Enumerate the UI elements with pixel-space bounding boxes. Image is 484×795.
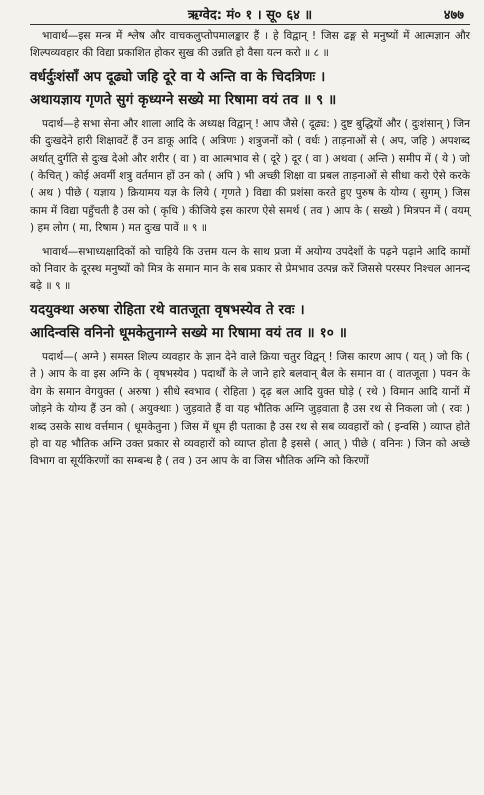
mantra-9	[30, 66, 470, 112]
page-header	[30, 2, 470, 25]
page-number: ४७७	[443, 8, 464, 23]
running-title: ऋग्वेद: मं० १ । सू० ६४ ॥	[187, 8, 313, 23]
padartha-9: पदार्थ—हे सभा सेना और शाला आदि के अध्यक्ष विद्वान् ! आप जैसे ( दूढ्य: ) दुष्ट बुद्धियों और ( दुःशंसान् ) जिन की दुःखदेने हारी शिक्षावटें हैं उन डाकू आदि ( अत्रिणः ) शत्रुजनों को ( वर्धः ) ताड़नाओं से ( अप, जहि ) अपशब्द अर्थात् दुर्गति से दुःख देओ और शरीर ( वा ) वा आत्मभाव से ( दूरे ) दूर ( वा ) अथवा ( अन्ति ) समीप में ( ये ) जो ( केचित् ) कोई अवर्मी शत्रु वर्तमान हों उन को ( अपि ) भी अच्छी शिक्षा वा प्रबल ताड़नाओं से सीधा करो ऐसे करके ( अथ ) पीछे ( यज्ञाय ) क्रियामय यज्ञ के लिये ( गृणते ) विद्या की प्रशंसा करते हुए पुरुष के योग्य ( सुगम् ) जिस काम में विद्या पहुँचती है उस को ( कृधि ) कीजिये इस कारण ऐसे समर्थ ( तव ) आप के ( सख्ये ) मित्रपन में ( वयम् ) हम लोग ( मा, रिषाम ) मत दुःख पावें ॥ ९ ॥	[30, 117, 470, 235]
mantra-9-line-1: वर्धर्दुःशंसाँ अप दूढ्यो जहि दूरे वा ये अन्ति वा के चिदत्रिणः ।	[30, 68, 326, 85]
mantra-10	[30, 299, 470, 345]
bhavartha-8: भावार्थ—इस मन्त्र में श्लेष और वाचकलुप्तोपमालङ्कार हैं । हे विद्वान् ! जिस ढङ्ग से मनुष्यों में आत्मज्ञान और शिल्पव्यवहार की विद्या प्रकाशित होकर सुख की उन्नति हो वैसा यत्न करो ॥ ८ ॥	[30, 30, 470, 60]
mantra-10-line-1: यदयुक्था अरुषा रोहिता रथे वातजूता वृषभस्येव ते रवः ।	[30, 301, 305, 318]
padartha-10: पदार्थ—( अग्ने ) समस्त शिल्प व्यवहार के ज्ञान देने वाले क्रिया चतुर विद्वन् ! जिस कारण आप ( यत् ) जो कि ( ते ) आप के वा इस अग्नि के ( वृषभस्येव ) पदार्थों के ले जाने हारे बलवान् बैल के समान वा ( वातजूता ) पवन के वेग के समान वेगयुक्त ( अरुषा ) सीधे स्वभाव ( रोहिता ) दृढ़ बल आदि युक्त घोड़े ( रथे ) विमान आदि यानों में जोड़ने के योग्य हैं उन को ( अयुक्थाः ) जुड़वाते हैं वा यह भौतिक अग्नि जुड़वाता है उस रथ से निकला जो ( रवः ) शब्द उसके साथ वर्त्तमान ( धूमकेतुना ) जिस में धूम ही पताका है उस रथ से सब व्यवहारों को ( इन्वसि ) व्याप्त होते हो वा यह भौतिक अग्नि उक्त प्रकार से व्यवहारों को व्याप्त होता है इससे ( आत् ) पीछे ( वनिनः ) जिन को अच्छे विभाग वा सूर्यकिरणों का सम्बन्ध है ( तव ) उन आप के वा जिस भौतिक अग्नि को किरणों	[30, 350, 470, 468]
bhavartha-9: भावार्थ—सभाध्यक्षादिकों को चाहिये कि उत्तम यत्न के साथ प्रजा में अयोग्य उपदेशों के पढ़ने पढ़ाने आदि कामों को निवार के दूरस्थ मनुष्यों को मित्र के समान मान के सब प्रकार से प्रेमभाव उत्पन्न करें जिससे परस्पर निश्चल आनन्द बढ़े ॥ ९ ॥	[30, 245, 470, 293]
mantra-9-line-2: अथायज्ञाय गृणते सुगं कृध्यग्ने सख्ये मा रिषामा वयं तव ॥ ९ ॥	[30, 91, 337, 108]
mantra-10-line-2: आदिन्वसि वनिनो धूमकेतुनाग्ने सख्ये मा रिषामा वयं तव ॥ १० ॥	[30, 324, 348, 341]
page-body	[30, 28, 470, 471]
